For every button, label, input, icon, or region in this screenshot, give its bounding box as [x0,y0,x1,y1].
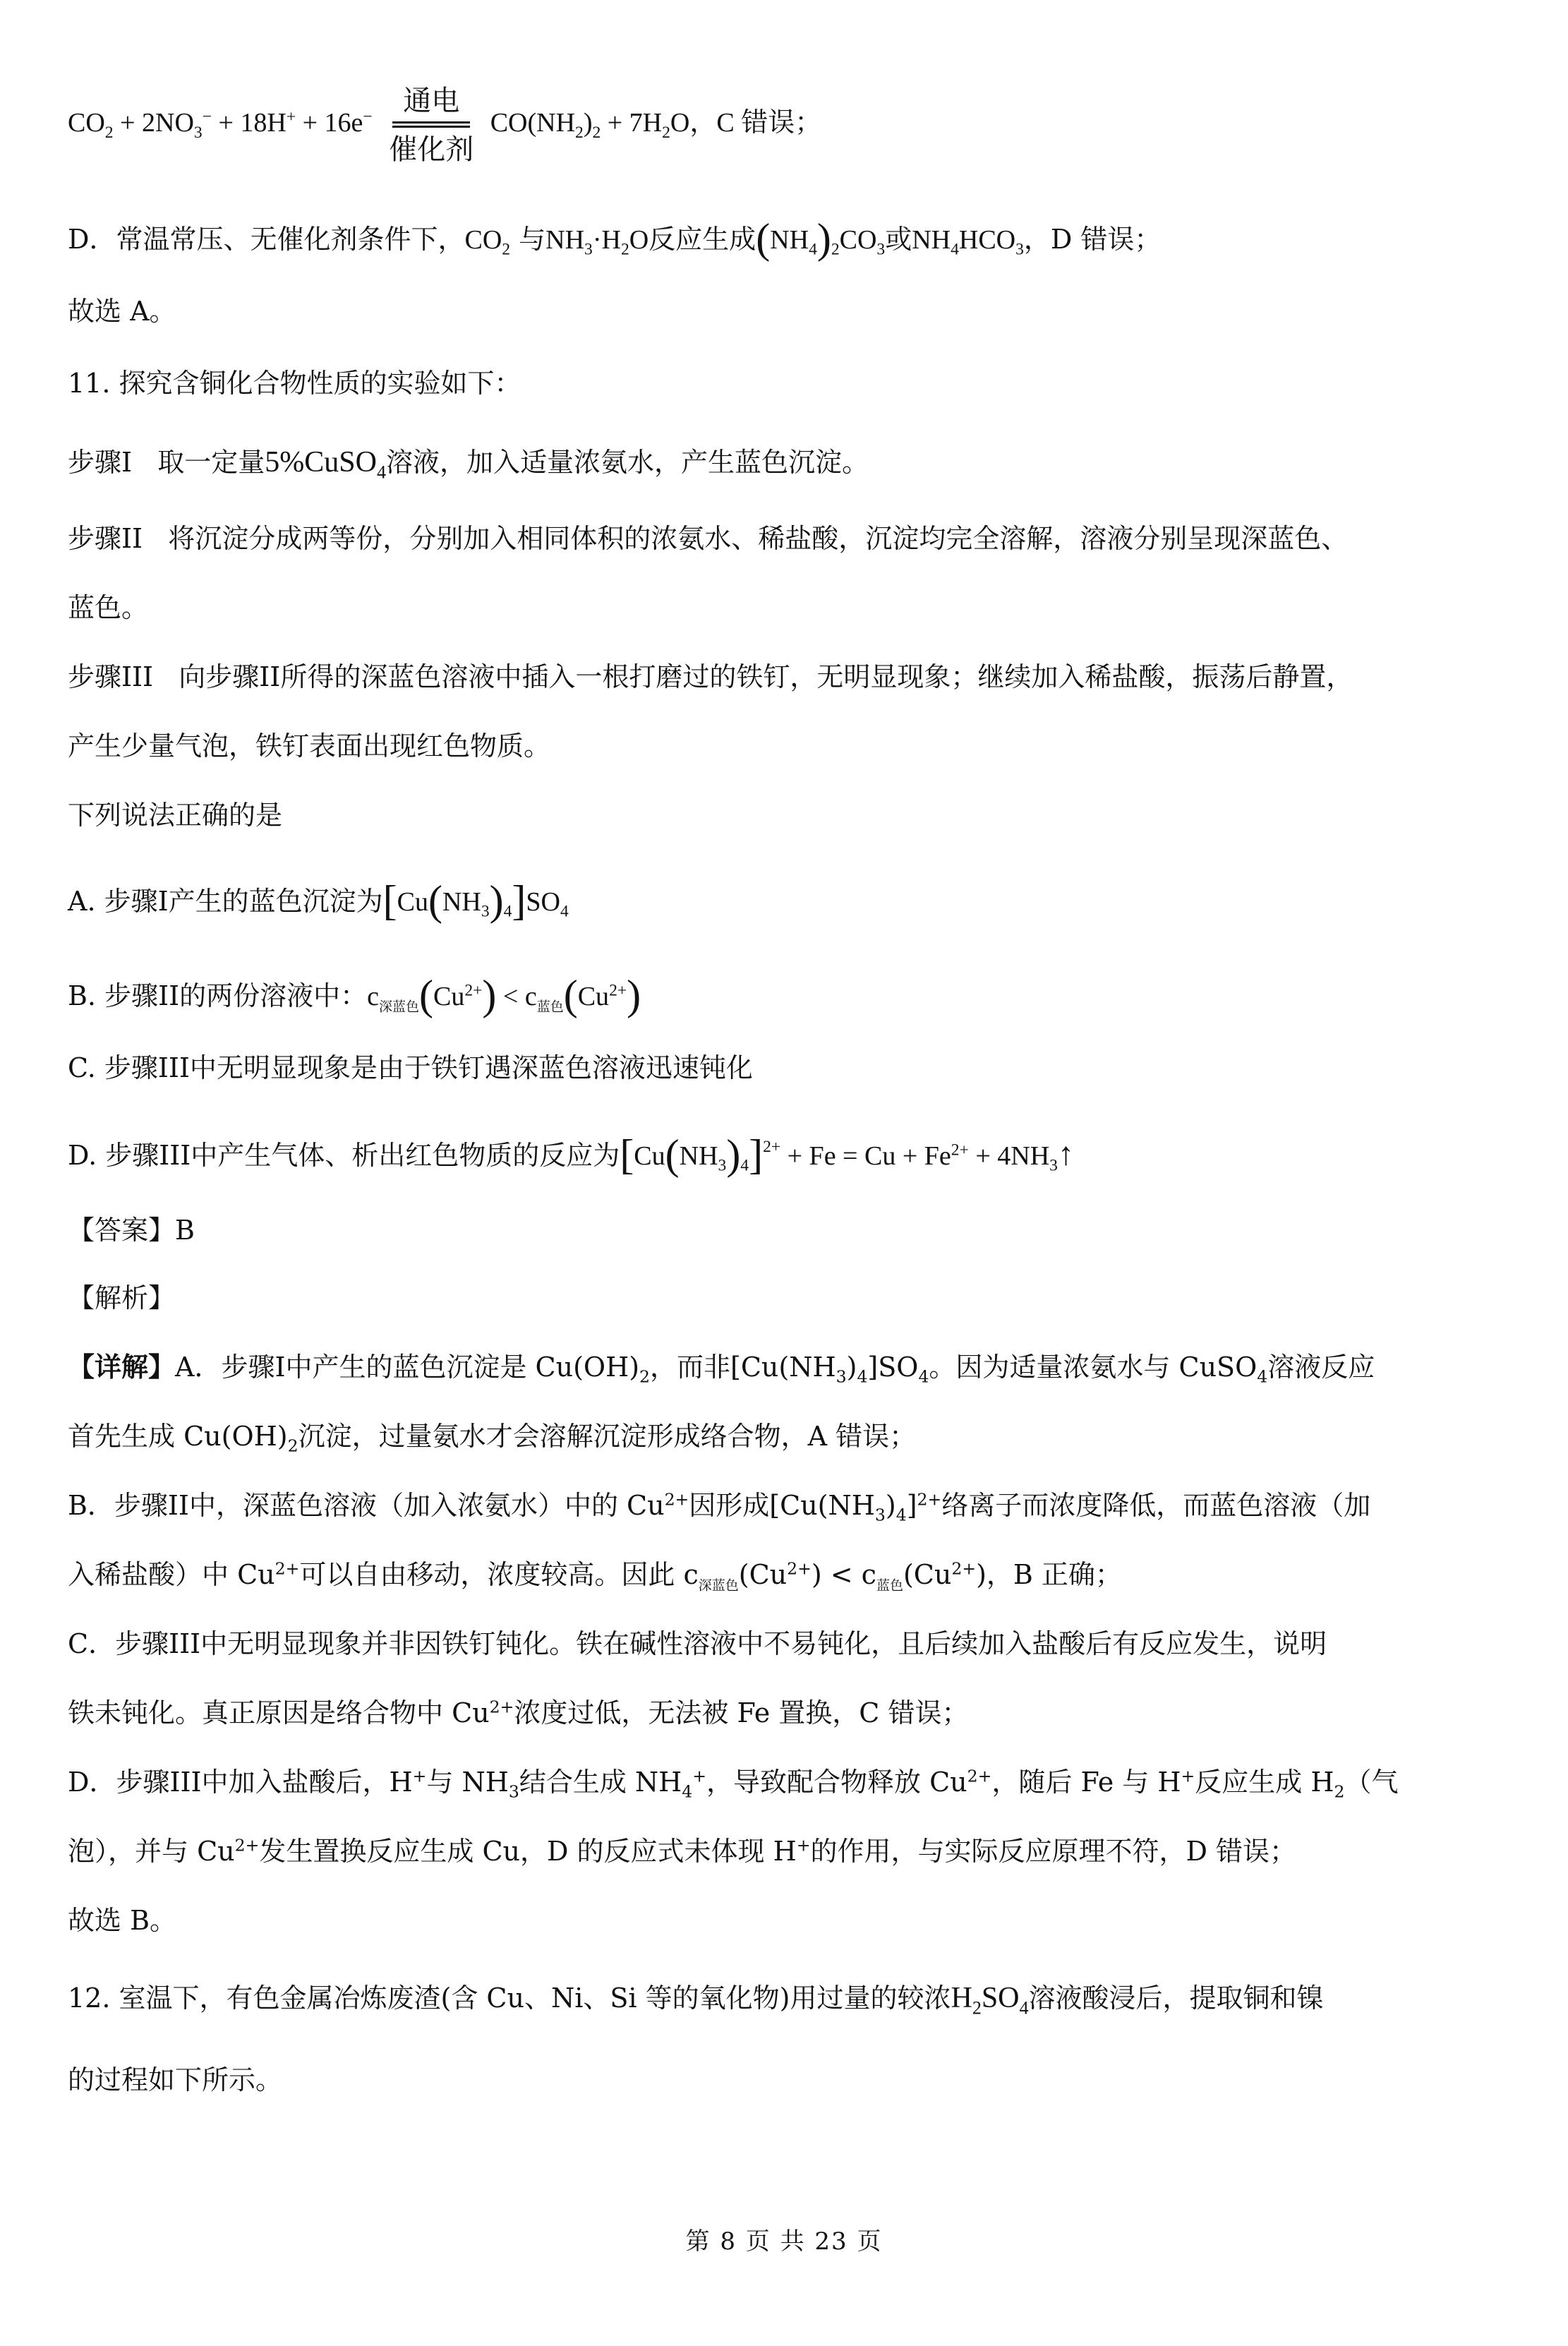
reaction-condition: 通电 催化剂 [389,85,474,165]
explain-c-line-2: 铁未钝化。真正原因是络合物中 $Cu^{2+}$浓度过低，无法被 Fe 置换，C 错误； [68,1697,969,1728]
select-b-line: 故选 B。 [68,1905,177,1936]
double-line-sign [392,121,470,128]
option-a: A. 步骤I产生的蓝色沉淀为$[Cu(NH_3)_4]SO_4$ [68,877,569,924]
step-3-line-2: 产生少量气泡，铁钉表面出现红色物质。 [68,730,551,762]
explain-a-line-2: 首先生成 $Cu(OH)_2$沉淀，过量氨水才会溶解沉淀形成络合物，A 错误； [68,1421,917,1456]
question-11-stem: 11. 探究含铜化合物性质的实验如下： [68,368,521,399]
answer-line: 【答案】B [68,1215,195,1246]
equation-line-co2-urea: $CO_2 + 2NO_3^- + 18H^+ + 16e^-$ 通电 催化剂 $CO(NH_2)_2 + 7H_2O$，C 错误； [68,83,821,167]
analysis-heading: 【解析】 [68,1282,176,1313]
step-2-line-1: 步骤II 将沉淀分成两等份，分别加入相同体积的浓氨水、稀盐酸，沉淀均完全溶解，溶液分别呈现深蓝色、 [68,523,1349,554]
explain-a-line-1: 【详解】A．步骤I中产生的蓝色沉淀是 $Cu(OH)_2$，而非$[Cu(NH_3)_4]SO_4$。因为适量浓氨水与 CuSO$_4$溶液反应 [68,1352,1375,1387]
question-12-line-2: 的过程如下所示。 [68,2064,283,2095]
step-1: 步骤I 取一定量5%CuSO$_4$溶液，加入适量浓氨水，产生蓝色沉淀。 [68,446,869,483]
option-d: D. 步骤III中产生气体、析出红色物质的反应为$[Cu(NH_3)_4]^{2+} + Fe = Cu + Fe^{2+}$ + $4NH_3↑$ [68,1131,1074,1178]
question-12-line-1: 12. 室温下，有色金属冶炼废渣(含 Cu、Ni、Si 等的氧化物)用过量的较浓$H_2SO_4$溶液酸浸后，提取铜和镍 [68,1982,1324,2019]
explain-b-line-2: 入稀盐酸）中 $Cu^{2+}$可以自由移动，浓度较高。因此 $c_{深蓝色}(Cu^{2+}) < c_{蓝色}(Cu^{2+})$，B 正确； [68,1558,1122,1594]
previous-option-d-explanation: D．常温常压、无催化剂条件下，$CO_2$ 与$NH_3\cdot H_2O$反应生成$(NH_4)_2CO_3$或$NH_4HCO_3$，D 错误； [68,215,1162,262]
select-a-line: 故选 A。 [68,296,176,327]
explain-b-line-1: B．步骤II中，深蓝色溶液（加入浓氨水）中的 $Cu^{2+}$因形成$[Cu(NH_3)_4]^{2+}$络离子而浓度降低，而蓝色溶液（加 [68,1489,1371,1525]
step-2-line-2: 蓝色。 [68,592,149,623]
explain-c-line-1: C．步骤III中无明显现象并非因铁钉钝化。铁在碱性溶液中不易钝化，且后续加入盐酸后有反应发生，说明 [68,1628,1327,1659]
step-3-line-1: 步骤III 向步骤II所得的深蓝色溶液中插入一根打磨过的铁钉，无明显现象；继续加入稀盐酸，振荡后静置， [68,661,1353,692]
explain-d-line-2: 泡），并与 $Cu^{2+}$发生置换反应生成 Cu，D 的反应式未体现 H+的作用，与实际反应原理不符，D 错误； [68,1835,1297,1867]
question-prompt: 下列说法正确的是 [68,800,283,831]
explain-d-line-1: D．步骤III中加入盐酸后，H+与 $NH_3$结合生成 $NH_4^+$，导致配合物释放 $Cu^{2+}$，随后 Fe 与 H+反应生成 $H_2$（气 [68,1766,1399,1802]
option-c: C. 步骤III中无明显现象是由于铁钉遇深蓝色溶液迅速钝化 [68,1052,753,1083]
page-footer: 第 8 页 共 23 页 [685,2227,883,2256]
option-b: B. 步骤II的两份溶液中：$c_{深蓝色}(Cu^{2+}) < c_{蓝色}(Cu^{2+})$ [68,972,641,1018]
